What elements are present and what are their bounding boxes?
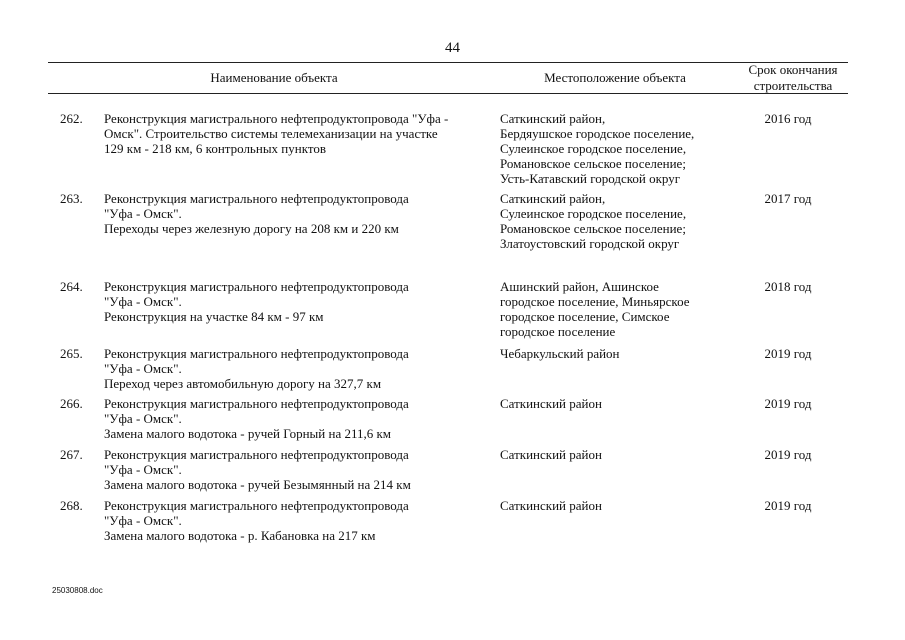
header-bottom-rule (48, 93, 848, 94)
row-object-name: Реконструкция магистрального нефтепродуктопровода "Уфа - Омск". Реконструкция на участке 84 км - 97 км (104, 279, 409, 324)
row-object-name: Реконструкция магистрального нефтепродуктопровода "Уфа - Омск". Замена малого водотока - р. Кабановка на 217 км (104, 498, 409, 543)
row-location: Саткинский район (500, 396, 602, 411)
row-year: 2019 год (764, 396, 812, 411)
row-number: 264. (60, 279, 83, 294)
row-location: Ашинский район, Ашинское городское поселение, Миньярское городское поселение, Симское городское поселение (500, 279, 690, 339)
row-object-name: Реконструкция магистрального нефтепродуктопровода "Уфа - Омск". Переход через автомобильную дорогу на 327,7 км (104, 346, 409, 391)
row-location: Саткинский район, Сулеинское городское поселение, Романовское сельское поселение; Златоустовский городской округ (500, 191, 687, 251)
row-location: Чебаркульский район (500, 346, 620, 361)
row-year: 2019 год (764, 447, 812, 462)
row-year: 2019 год (764, 346, 812, 361)
page-number: 44 (445, 40, 460, 56)
header-col-name: Наименование объекта (210, 70, 338, 85)
row-number: 265. (60, 346, 83, 361)
row-number: 268. (60, 498, 83, 513)
row-location: Саткинский район (500, 447, 602, 462)
header-top-rule (48, 62, 848, 63)
row-object-name: Реконструкция магистрального нефтепродуктопровода "Уфа - Омск". Строительство системы телемеханизации на участке 129 км - 218 км, 6 контрольных пунктов (104, 111, 449, 156)
row-year: 2017 год (764, 191, 812, 206)
footer-filename: 25030808.doc (52, 586, 103, 595)
row-number: 263. (60, 191, 83, 206)
header-col-location: Местоположение объекта (544, 70, 686, 85)
header-col-deadline: Срок окончания строительства (748, 62, 838, 93)
row-number: 266. (60, 396, 83, 411)
row-number: 262. (60, 111, 83, 126)
row-object-name: Реконструкция магистрального нефтепродуктопровода "Уфа - Омск". Замена малого водотока - ручей Горный на 211,6 км (104, 396, 409, 441)
row-number: 267. (60, 447, 83, 462)
row-object-name: Реконструкция магистрального нефтепродуктопровода "Уфа - Омск". Переходы через железную дорогу на 208 км и 220 км (104, 191, 409, 236)
row-location: Саткинский район, Бердяушское городское поселение, Сулеинское городское поселение, Романовское сельское поселение; Усть-Катавский городской округ (500, 111, 695, 186)
row-year: 2016 год (764, 111, 812, 126)
row-year: 2019 год (764, 498, 812, 513)
row-location: Саткинский район (500, 498, 602, 513)
row-year: 2018 год (764, 279, 812, 294)
row-object-name: Реконструкция магистрального нефтепродуктопровода "Уфа - Омск". Замена малого водотока - ручей Безымянный на 214 км (104, 447, 411, 492)
